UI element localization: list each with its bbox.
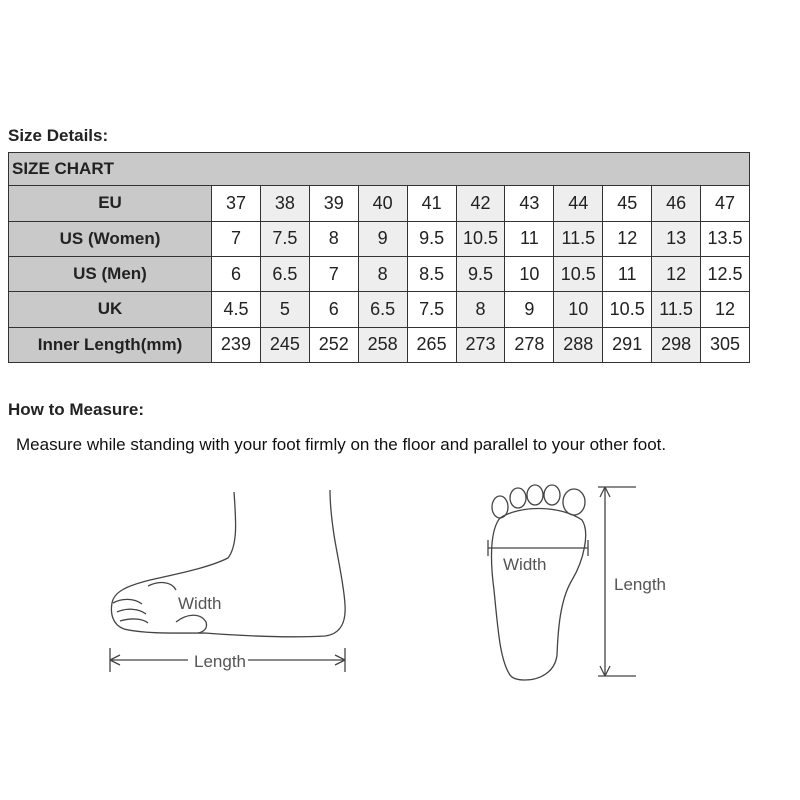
- foot-side-outline-icon: [111, 490, 345, 637]
- size-chart-table: [8, 152, 750, 363]
- table-cell: 8: [309, 221, 358, 256]
- table-cell: 265: [407, 327, 456, 362]
- table-cell: 9: [358, 221, 407, 256]
- foot-measure-illustration: [0, 470, 800, 700]
- table-cell: 245: [260, 327, 309, 362]
- table-cell: 252: [309, 327, 358, 362]
- table-row: [9, 292, 750, 327]
- row-label: US (Women): [9, 221, 212, 256]
- table-cell: 6.5: [260, 256, 309, 291]
- row-label: US (Men): [9, 256, 212, 291]
- table-cell: 10.5: [456, 221, 505, 256]
- table-cell: 305: [701, 327, 750, 362]
- table-cell: 12: [603, 221, 652, 256]
- table-cell: 39: [309, 186, 358, 221]
- table-cell: 11.5: [554, 221, 603, 256]
- table-cell: 42: [456, 186, 505, 221]
- table-cell: 7.5: [260, 221, 309, 256]
- table-cell: 12.5: [701, 256, 750, 291]
- table-row: [9, 256, 750, 291]
- foot-sole-outline-icon: [492, 508, 586, 680]
- how-to-measure-title: How to Measure:: [8, 400, 145, 419]
- table-cell: 38: [260, 186, 309, 221]
- table-cell: 10.5: [554, 256, 603, 291]
- table-cell: 10: [554, 292, 603, 327]
- side-width-label: Width: [178, 594, 222, 613]
- row-label: EU: [9, 186, 212, 221]
- table-cell: 239: [212, 327, 261, 362]
- table-cell: 13: [652, 221, 701, 256]
- table-row: [9, 186, 750, 221]
- size-chart-header-row: [9, 153, 750, 186]
- table-row: [9, 327, 750, 362]
- table-cell: 291: [603, 327, 652, 362]
- table-cell: 8: [358, 256, 407, 291]
- table-cell: 8: [456, 292, 505, 327]
- table-cell: 9.5: [407, 221, 456, 256]
- table-cell: 258: [358, 327, 407, 362]
- table-cell: 6: [309, 292, 358, 327]
- table-cell: 6.5: [358, 292, 407, 327]
- table-cell: 278: [505, 327, 554, 362]
- table-cell: 7: [309, 256, 358, 291]
- table-cell: 9.5: [456, 256, 505, 291]
- table-cell: 45: [603, 186, 652, 221]
- table-cell: 7.5: [407, 292, 456, 327]
- table-cell: 12: [701, 292, 750, 327]
- side-length-label: Length: [194, 652, 246, 671]
- table-cell: 5: [260, 292, 309, 327]
- table-cell: 298: [652, 327, 701, 362]
- table-row: [9, 221, 750, 256]
- sole-length-label: Length: [614, 575, 666, 594]
- table-cell: 10: [505, 256, 554, 291]
- table-cell: 44: [554, 186, 603, 221]
- table-cell: 6: [212, 256, 261, 291]
- row-label: Inner Length(mm): [9, 327, 212, 362]
- table-cell: 8.5: [407, 256, 456, 291]
- table-cell: 12: [652, 256, 701, 291]
- table-cell: 11: [603, 256, 652, 291]
- table-cell: 7: [212, 221, 261, 256]
- table-cell: 46: [652, 186, 701, 221]
- table-cell: 4.5: [212, 292, 261, 327]
- table-cell: 47: [701, 186, 750, 221]
- sole-width-label: Width: [503, 555, 547, 574]
- table-cell: 288: [554, 327, 603, 362]
- row-label: UK: [9, 292, 212, 327]
- table-cell: 13.5: [701, 221, 750, 256]
- table-cell: 43: [505, 186, 554, 221]
- table-cell: 9: [505, 292, 554, 327]
- table-cell: 11.5: [652, 292, 701, 327]
- size-details-title: Size Details:: [8, 126, 109, 145]
- table-cell: 37: [212, 186, 261, 221]
- size-chart-header: SIZE CHART: [9, 153, 750, 186]
- table-cell: 40: [358, 186, 407, 221]
- table-cell: 11: [505, 221, 554, 256]
- table-cell: 273: [456, 327, 505, 362]
- side-foot-diagram: [110, 490, 345, 672]
- table-cell: 10.5: [603, 292, 652, 327]
- table-cell: 41: [407, 186, 456, 221]
- measure-instruction: Measure while standing with your foot firmly on the floor and parallel to your other foot.: [16, 435, 667, 454]
